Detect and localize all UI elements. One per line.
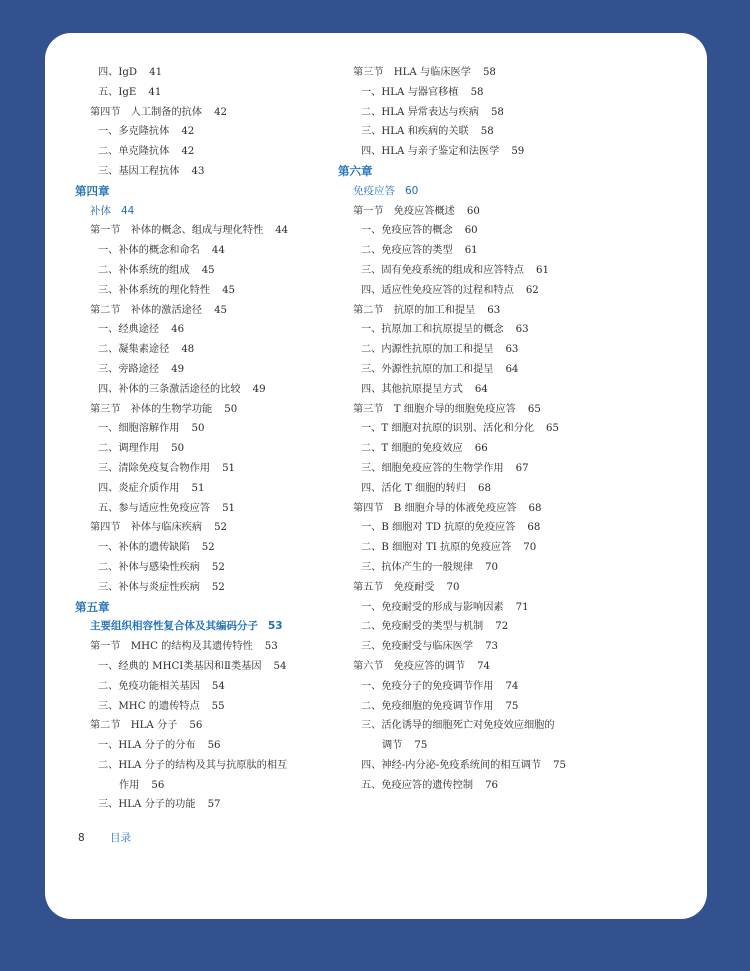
toc-section [75, 103, 340, 123]
toc-entry [75, 795, 340, 815]
toc-entry-text: 一、补体的概念和命名 [98, 245, 200, 257]
toc-entry-text: 二、免疫耐受的类型与机制 [361, 621, 484, 633]
toc-entry-text: 一、多克隆抗体 [98, 126, 170, 138]
toc-entry-text: 三、补体系统的理化特性 [98, 284, 211, 296]
toc-section [338, 63, 638, 83]
toc-entry-text: 第六节 免疫应答的调节 [353, 660, 466, 672]
toc-entry [75, 419, 340, 439]
toc-entry-text: 第四节 人工制备的抗体 [90, 106, 203, 118]
page-ref: 45 [222, 284, 236, 296]
toc-entry-text: 三、活化诱导的细胞死亡对免疫效应细胞的 [361, 720, 555, 732]
toc-entry [75, 162, 340, 182]
toc-entry-continuation [98, 776, 340, 796]
toc-entry [338, 281, 638, 301]
toc-section [75, 221, 340, 241]
page-ref: 60 [405, 184, 419, 197]
toc-entry-text: 一、B 细胞对 TD 抗原的免疫应答 [361, 522, 516, 534]
toc-entry-text: 四、HLA 与亲子鉴定和法医学 [361, 146, 500, 158]
toc-entry [75, 63, 340, 83]
page-ref: 62 [525, 284, 539, 296]
toc-entry [75, 83, 340, 103]
toc-entry [75, 756, 340, 796]
page-ref: 54 [273, 660, 287, 672]
page-ref: 63 [487, 304, 501, 316]
toc-entry [338, 538, 638, 558]
toc-entry-text: 第一节 免疫应答概述 [353, 205, 455, 217]
toc-entry-text: 二、免疫功能相关基因 [98, 680, 200, 692]
toc-entry-text: 二、免疫应答的类型 [361, 245, 453, 257]
toc-entry-text: 二、B 细胞对 TI 抗原的免疫应答 [361, 542, 512, 554]
page-ref: 45 [214, 304, 228, 316]
page-ref: 68 [528, 502, 542, 514]
toc-entry [75, 479, 340, 499]
toc-entry-text: 一、T 细胞对抗原的识别、活化和分化 [361, 423, 535, 435]
toc-entry [75, 578, 340, 598]
toc-entry-text: 第一节 MHC 的结构及其遗传特性 [90, 641, 253, 653]
toc-entry-text: 三、MHC 的遗传特点 [98, 700, 200, 712]
page-ref: 55 [211, 700, 225, 712]
toc-entry [338, 122, 638, 142]
toc-entry [338, 617, 638, 637]
page-ref: 63 [505, 344, 519, 356]
toc-entry-text: 三、旁路途径 [98, 363, 160, 375]
page-ref: 63 [515, 324, 529, 336]
toc-entry-text: 一、细胞溶解作用 [98, 423, 180, 435]
toc-entry-text: 三、基因工程抗体 [98, 165, 180, 177]
page-ref: 42 [214, 106, 228, 118]
toc-entry-text: 一、免疫分子的免疫调节作用 [361, 680, 494, 692]
page-ref: 58 [480, 126, 494, 138]
page-ref: 53 [268, 620, 283, 633]
toc-entry-text: 四、IgD [98, 67, 138, 78]
chapter-heading: 第六章 [338, 163, 373, 178]
toc-entry [75, 538, 340, 558]
toc-entry-text: 二、内源性抗原的加工和提呈 [361, 344, 494, 356]
toc-entry [338, 637, 638, 657]
toc-right-column [338, 63, 638, 795]
toc-entry-text: 四、神经-内分泌-免疫系统间的相互调节 [361, 759, 542, 771]
toc-entry [75, 558, 340, 578]
toc-entry-text: 五、IgE [98, 86, 137, 98]
toc-entry [338, 261, 638, 281]
chapter-title-text: 主要组织相容性复合体及其编码分子 [90, 620, 258, 633]
toc-entry-text: 第五节 免疫耐受 [353, 581, 435, 593]
page-ref: 68 [477, 482, 491, 494]
toc-entry [75, 380, 340, 400]
toc-entry-text: 二、补体系统的组成 [98, 264, 190, 276]
toc-entry-text: 第三节 HLA 与临床医学 [353, 67, 471, 78]
page-ref: 60 [466, 205, 480, 217]
page-ref: 67 [515, 462, 529, 474]
toc-entry-text: 一、经典的 MHCⅠ类基因和Ⅱ类基因 [98, 660, 262, 672]
toc-entry [338, 419, 638, 439]
toc-entry [75, 122, 340, 142]
chapter-title [75, 202, 340, 222]
chapter-title [75, 617, 340, 637]
page-ref: 56 [207, 740, 221, 752]
page-ref: 52 [201, 542, 215, 554]
page-ref: 50 [224, 403, 238, 415]
toc-entry-continuation-text: 调节 [382, 740, 403, 752]
chapter-title-text: 补体 [90, 204, 111, 217]
page-ref: 58 [482, 67, 496, 78]
toc-entry-continuation [361, 736, 638, 756]
page-ref: 70 [485, 561, 499, 573]
toc-entry [338, 103, 638, 123]
page-ref: 58 [470, 86, 484, 98]
toc-entry [338, 716, 638, 756]
toc-entry-text: 一、免疫应答的概念 [361, 225, 453, 237]
toc-entry [75, 439, 340, 459]
toc-entry-text: 四、其他抗原提呈方式 [361, 383, 463, 395]
toc-entry-text: 二、凝集素途径 [98, 344, 170, 356]
toc-entry-text: 二、补体与感染性疾病 [98, 561, 200, 573]
toc-entry-text: 三、清除免疫复合物作用 [98, 462, 211, 474]
toc-entry [338, 677, 638, 697]
toc-entry [338, 756, 638, 776]
toc-entry [338, 360, 638, 380]
toc-entry [338, 697, 638, 717]
page-ref: 56 [151, 779, 165, 791]
toc-entry-text: 一、抗原加工和抗原提呈的概念 [361, 324, 504, 336]
toc-section [75, 301, 340, 321]
page-ref: 41 [148, 86, 162, 98]
toc-entry [338, 459, 638, 479]
page-ref: 74 [477, 660, 491, 672]
page-ref: 57 [207, 799, 221, 811]
page-ref: 59 [511, 146, 525, 158]
toc-entry-text: 一、经典途径 [98, 324, 160, 336]
page-ref: 51 [222, 462, 236, 474]
toc-entry-text: 四、炎症介质作用 [98, 482, 180, 494]
page-ref: 44 [275, 225, 289, 237]
toc-entry [75, 360, 340, 380]
toc-entry-text: 四、补体的三条激活途径的比较 [98, 383, 241, 395]
toc-entry-text: 三、免疫耐受与临床医学 [361, 641, 474, 653]
page-ref: 65 [546, 423, 560, 435]
toc-section [338, 400, 638, 420]
toc-entry [338, 83, 638, 103]
toc-entry-text: 第三节 T 细胞介导的细胞免疫应答 [353, 403, 516, 415]
toc-entry [338, 380, 638, 400]
page-ref: 64 [505, 363, 519, 375]
toc-entry [338, 241, 638, 261]
toc-entry-text: 第二节 抗原的加工和提呈 [353, 304, 476, 316]
page-ref: 41 [149, 67, 163, 78]
toc-entry-text: 三、外源性抗原的加工和提呈 [361, 363, 494, 375]
page-ref: 45 [201, 264, 215, 276]
toc-entry-text: 四、适应性免疫应答的过程和特点 [361, 284, 514, 296]
toc-entry [338, 340, 638, 360]
toc-entry [338, 776, 638, 796]
toc-entry [75, 261, 340, 281]
page-ref: 70 [446, 581, 460, 593]
toc-entry [75, 459, 340, 479]
toc-entry-text: 二、HLA 异常表达与疾病 [361, 106, 479, 118]
toc-entry-text: 二、免疫细胞的免疫调节作用 [361, 700, 494, 712]
toc-entry-text: 第三节 补体的生物学功能 [90, 403, 213, 415]
page-ref: 71 [515, 601, 529, 613]
page-ref: 68 [527, 522, 541, 534]
page-ref: 44 [211, 245, 225, 257]
toc-section [75, 716, 340, 736]
page-ref: 75 [553, 759, 567, 771]
page-ref: 43 [191, 165, 205, 177]
toc-entry [75, 677, 340, 697]
page-ref: 52 [211, 581, 225, 593]
toc-section [338, 499, 638, 519]
toc-entry-text: 三、抗体产生的一般规律 [361, 561, 474, 573]
chapter-heading: 第四章 [75, 183, 110, 198]
toc-entry-text: 三、固有免疫系统的组成和应答特点 [361, 264, 524, 276]
page-ref: 52 [211, 561, 225, 573]
toc-section [75, 400, 340, 420]
toc-entry-text: 四、活化 T 细胞的转归 [361, 482, 466, 494]
page-ref: 42 [181, 146, 195, 158]
footer-section-title: 目录 [110, 832, 132, 844]
chapter-title [338, 182, 638, 202]
page-ref: 49 [171, 363, 185, 375]
page-ref: 44 [121, 204, 135, 217]
toc-entry-text: 一、HLA 与器官移植 [361, 86, 459, 98]
toc-entry [338, 439, 638, 459]
page-ref: 54 [211, 680, 225, 692]
toc-entry-text: 二、单克隆抗体 [98, 146, 170, 158]
page-ref: 53 [264, 641, 278, 653]
page-ref: 73 [485, 641, 499, 653]
page-ref: 65 [527, 403, 541, 415]
page-ref: 74 [505, 680, 519, 692]
page-ref: 50 [171, 443, 185, 455]
page-ref: 72 [495, 621, 509, 633]
toc-entry-text: 第二节 补体的激活途径 [90, 304, 203, 316]
chapter-title-text: 免疫应答 [353, 184, 395, 197]
page-ref: 48 [181, 344, 195, 356]
chapter-heading: 第五章 [75, 599, 110, 614]
toc-entry-text: 第一节 补体的概念、组成与理化特性 [90, 225, 264, 237]
toc-entry-text: 五、免疫应答的遗传控制 [361, 779, 474, 791]
toc-entry [75, 340, 340, 360]
page-ref: 51 [191, 482, 205, 494]
toc-entry-text: 第四节 B 细胞介导的体液免疫应答 [353, 502, 517, 514]
toc-section [75, 518, 340, 538]
page-ref: 52 [214, 522, 228, 534]
toc-entry-text: 三、补体与炎症性疾病 [98, 581, 200, 593]
page-ref: 58 [490, 106, 504, 118]
toc-entry [75, 241, 340, 261]
toc-entry [338, 479, 638, 499]
page-ref: 76 [485, 779, 499, 791]
toc-entry [338, 518, 638, 538]
toc-entry [75, 499, 340, 519]
page-ref: 66 [474, 443, 488, 455]
page-ref: 70 [523, 542, 537, 554]
page-ref: 56 [189, 720, 203, 732]
toc-entry [75, 320, 340, 340]
page-ref: 75 [505, 700, 519, 712]
toc-entry-text: 一、补体的遗传缺陷 [98, 542, 190, 554]
toc-section [338, 301, 638, 321]
toc-entry [338, 598, 638, 618]
toc-section [338, 657, 638, 677]
toc-entry-text: 二、T 细胞的免疫效应 [361, 443, 463, 455]
toc-section [338, 578, 638, 598]
toc-left-column [75, 63, 340, 815]
toc-entry-continuation-text: 作用 [119, 779, 140, 791]
page-ref: 64 [474, 383, 488, 395]
toc-entry [338, 142, 638, 162]
toc-entry [338, 221, 638, 241]
page-ref: 51 [222, 502, 236, 514]
toc-entry [75, 697, 340, 717]
toc-section [75, 637, 340, 657]
toc-entry-text: 一、免疫耐受的形成与影响因素 [361, 601, 504, 613]
page-ref: 50 [191, 423, 205, 435]
page-ref: 60 [464, 225, 478, 237]
toc-entry [338, 558, 638, 578]
toc-section [338, 202, 638, 222]
toc-entry [338, 320, 638, 340]
toc-entry [75, 657, 340, 677]
toc-entry [75, 142, 340, 162]
page-ref: 61 [536, 264, 549, 276]
toc-entry-text: 一、HLA 分子的分布 [98, 740, 196, 752]
page-ref: 46 [171, 324, 185, 336]
toc-entry-text: 第二节 HLA 分子 [90, 720, 178, 732]
toc-entry-text: 二、调理作用 [98, 443, 160, 455]
page-number: 8 [78, 832, 85, 844]
toc-entry [75, 281, 340, 301]
toc-entry-text: 第四节 补体与临床疾病 [90, 522, 203, 534]
toc-entry-text: 五、参与适应性免疫应答 [98, 502, 211, 514]
page-ref: 42 [181, 126, 195, 138]
toc-entry-text: 三、HLA 和疾病的关联 [361, 126, 469, 138]
toc-entry-text: 三、细胞免疫应答的生物学作用 [361, 462, 504, 474]
page-footer [78, 830, 131, 845]
page-ref: 75 [414, 740, 428, 752]
page-ref: 49 [252, 383, 266, 395]
toc-entry-text: 三、HLA 分子的功能 [98, 799, 196, 811]
page-ref: 61 [464, 245, 478, 257]
toc-entry-text: 二、HLA 分子的结构及其与抗原肽的相互 [98, 759, 288, 771]
toc-entry [75, 736, 340, 756]
